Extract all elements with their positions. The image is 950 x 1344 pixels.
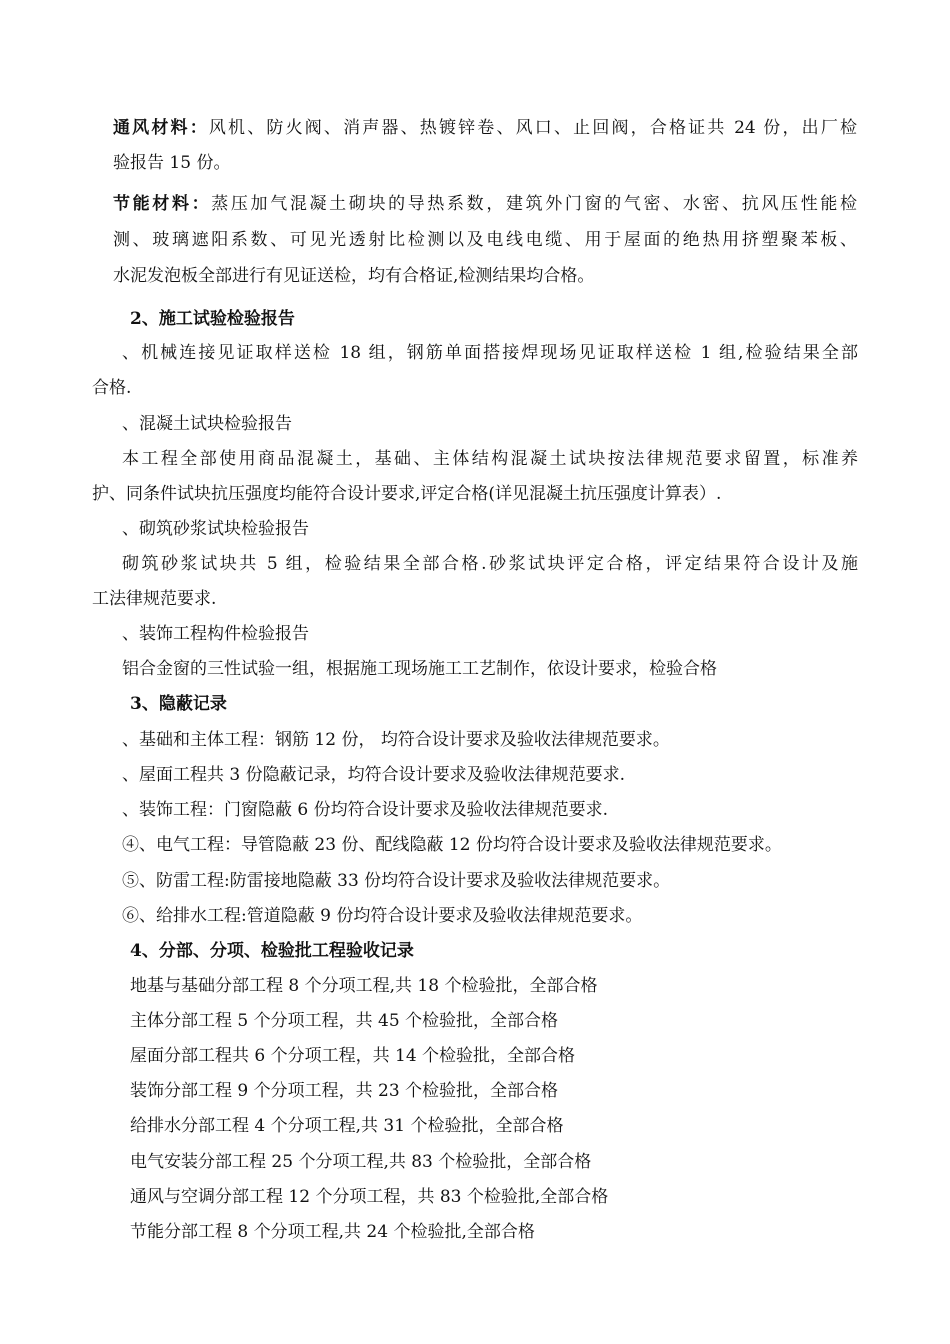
energy-materials-text: 蒸压加气混凝土砌块的导热系数，建筑外门窗的气密、水密、抗风压性能检	[211, 194, 858, 214]
acceptance-record-item: 装饰分部工程 9 个分项工程，共 23 个检验批，全部合格	[130, 1081, 559, 1101]
section-2-item-4-title: 、装饰工程构件检验报告	[122, 624, 309, 644]
energy-materials-line-1	[113, 192, 857, 216]
acceptance-record-item: 给排水分部工程 4 个分项工程,共 31 个检验批，全部合格	[130, 1116, 564, 1136]
acceptance-record-item: 地基与基础分部工程 8 个分项工程,共 18 个检验批，全部合格	[130, 976, 598, 996]
concealed-record-item: ④、电气工程：导管隐蔽 23 份、配线隐蔽 12 份均符合设计要求及验收法律规范要求。	[122, 835, 782, 855]
section-2-item-3-line-2: 工法律规范要求.	[92, 589, 217, 609]
ventilation-materials-line-1	[113, 116, 857, 140]
energy-materials-line-3: 水泥发泡板全部进行有见证送检，均有合格证,检测结果均合格。	[113, 266, 595, 286]
concealed-record-item: 、屋面工程共 3 份隐蔽记录，均符合设计要求及验收法律规范要求.	[122, 765, 626, 785]
acceptance-record-item: 通风与空调分部工程 12 个分项工程，共 83 个检验批,全部合格	[130, 1187, 609, 1207]
section-2-item-2-line-1: 本工程全部使用商品混凝土，基础、主体结构混凝土试块按法律规范要求留置，标准养	[122, 449, 858, 469]
acceptance-record-item: 屋面分部工程共 6 个分项工程，共 14 个检验批，全部合格	[130, 1046, 576, 1066]
ventilation-materials-line-2: 验报告 15 份。	[113, 153, 231, 173]
section-2-item-1-line-2: 合格.	[92, 378, 132, 398]
section-2-item-2-title: 、混凝土试块检验报告	[122, 414, 292, 434]
concealed-record-item: ⑥、给排水工程:管道隐蔽 9 份均符合设计要求及验收法律规范要求。	[122, 906, 643, 926]
section-2-item-4-line-1: 铝合金窗的三性试验一组，根据施工现场施工工艺制作，依设计要求，检验合格	[122, 659, 717, 679]
acceptance-record-item: 电气安装分部工程 25 个分项工程,共 83 个检验批，全部合格	[130, 1152, 592, 1172]
energy-materials-line-2: 测、玻璃遮阳系数、可见光透射比检测以及电线电缆、用于屋面的绝热用挤塑聚苯板、	[113, 230, 857, 250]
concealed-record-item: 、基础和主体工程：钢筋 12 份， 均符合设计要求及验收法律规范要求。	[122, 730, 670, 750]
ventilation-materials-label: 通风材料：	[113, 118, 209, 138]
acceptance-record-item: 主体分部工程 5 个分项工程，共 45 个检验批，全部合格	[130, 1011, 559, 1031]
energy-materials-label: 节能材料：	[113, 194, 212, 214]
concealed-record-item: ⑤、防雷工程:防雷接地隐蔽 33 份均符合设计要求及验收法律规范要求。	[122, 871, 671, 891]
concealed-record-item: 、装饰工程：门窗隐蔽 6 份均符合设计要求及验收法律规范要求.	[122, 800, 609, 820]
section-2-item-3-title: 、砌筑砂浆试块检验报告	[122, 519, 309, 539]
acceptance-record-item: 节能分部工程 8 个分项工程,共 24 个检验批,全部合格	[130, 1222, 535, 1242]
ventilation-materials-text: 风机、防火阀、消声器、热镀锌卷、风口、止回阀，合格证共 24 份，出厂检	[208, 118, 857, 138]
section-3-heading: 3、隐蔽记录	[130, 694, 227, 714]
section-2-item-1-line-1: 、机械连接见证取样送检 18 组，钢筋单面搭接焊现场见证取样送检 1 组,检验结果全部	[122, 343, 858, 363]
section-2-item-3-line-1: 砌筑砂浆试块共 5 组，检验结果全部合格.砂浆试块评定合格，评定结果符合设计及施	[122, 554, 858, 574]
section-4-heading: 4、分部、分项、检验批工程验收记录	[130, 941, 414, 961]
section-2-item-2-line-2: 护、同条件试块抗压强度均能符合设计要求,评定合格(详见混凝土抗压强度计算表）.	[92, 484, 722, 504]
section-2-heading: 2、施工试验检验报告	[130, 309, 295, 329]
